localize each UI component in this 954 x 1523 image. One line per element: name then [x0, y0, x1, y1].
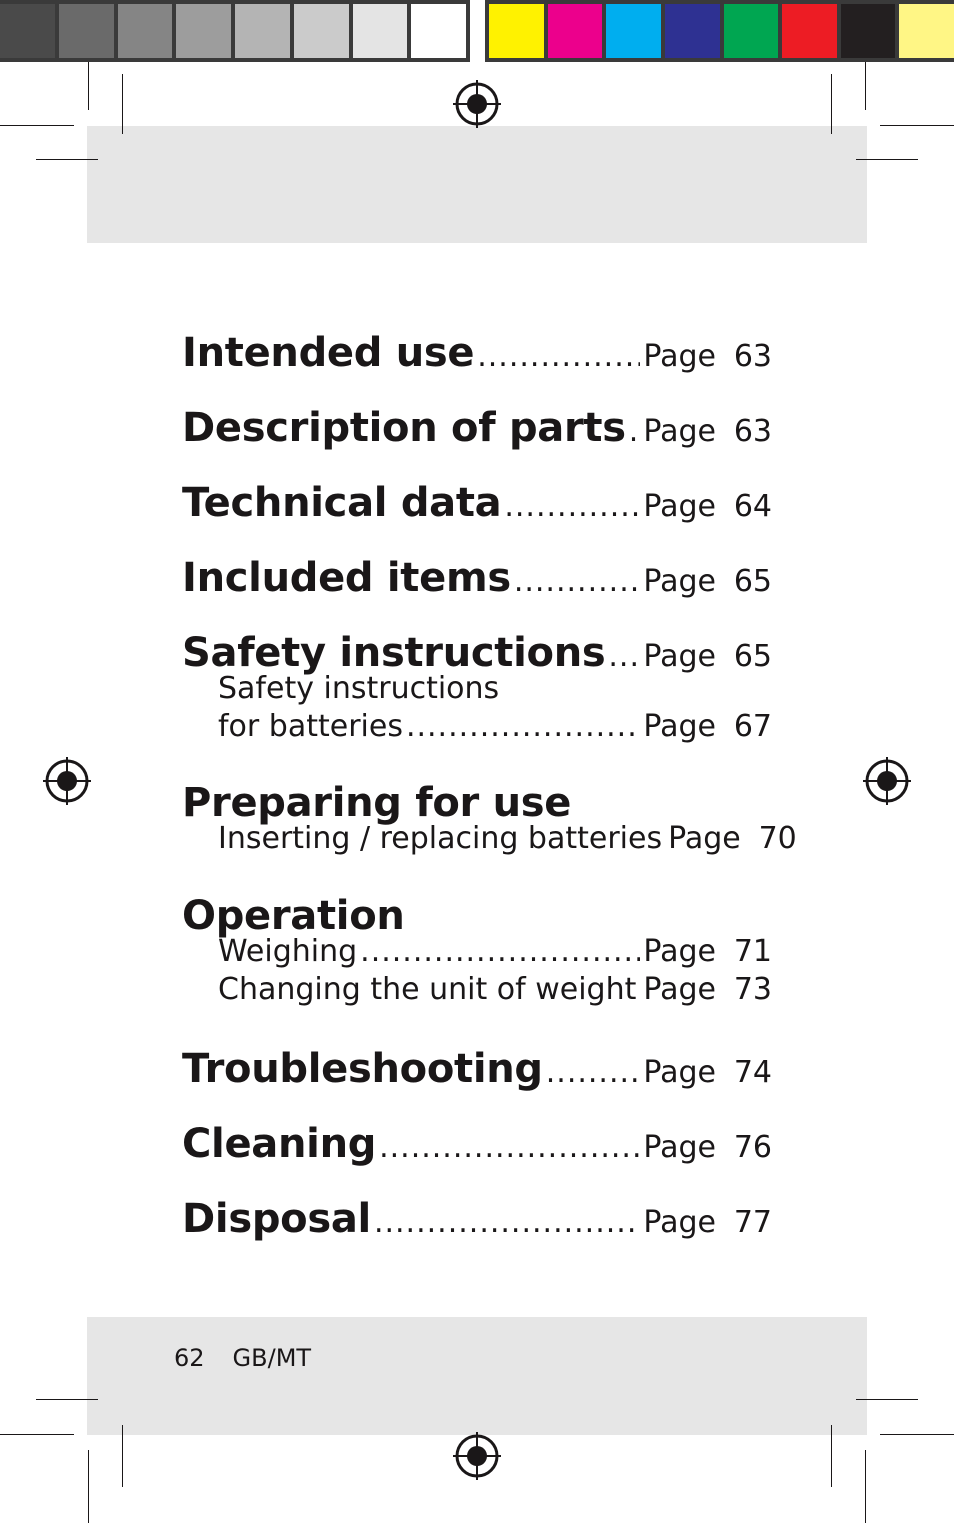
crop-mark	[880, 125, 954, 126]
toc-heading-operation[interactable]	[182, 893, 772, 939]
page-word: Page	[643, 564, 716, 599]
gray-swatch	[59, 4, 114, 58]
table-of-contents	[182, 330, 797, 1271]
page-word: Page	[643, 972, 716, 1007]
color-swatch	[489, 4, 544, 58]
leader-dots	[374, 1205, 640, 1240]
page-number: 65	[733, 564, 772, 599]
crop-mark	[122, 74, 123, 134]
leader-dots	[514, 564, 641, 599]
toc-entry-title: for batteries	[218, 709, 403, 744]
toc-entry-disposal[interactable]	[182, 1196, 772, 1271]
gray-swatch	[176, 4, 231, 58]
toc-entry-intended-use[interactable]	[182, 330, 772, 405]
gray-swatch	[294, 4, 349, 58]
page-word: Page	[643, 414, 716, 449]
crop-mark	[0, 1434, 74, 1435]
toc-heading-preparing-for-use[interactable]	[182, 780, 772, 826]
crop-mark	[831, 74, 832, 134]
toc-entry-title: Troubleshooting	[182, 1046, 543, 1092]
toc-entry-title: Intended use	[182, 330, 475, 376]
page-number: 76	[733, 1130, 772, 1165]
registration-mark-icon	[863, 757, 911, 805]
color-swatch	[782, 4, 837, 58]
registration-mark-icon	[453, 80, 501, 128]
crop-mark	[865, 62, 866, 110]
leader-dots	[504, 489, 640, 524]
crop-mark	[88, 62, 89, 110]
page-word: Page	[643, 1055, 716, 1090]
crop-mark	[880, 1434, 954, 1435]
leader-dots	[629, 414, 641, 449]
crop-mark	[856, 1399, 918, 1400]
gray-swatch	[235, 4, 290, 58]
page-number: 63	[733, 414, 772, 449]
page-word: Page	[643, 489, 716, 524]
toc-entry-title: Weighing	[218, 934, 358, 969]
page-number: 73	[733, 972, 772, 1007]
gray-swatch	[118, 4, 173, 58]
leader-dots	[639, 971, 640, 1009]
toc-subentry-changing-unit[interactable]	[182, 971, 772, 1009]
crop-mark	[856, 159, 918, 160]
page-number: 70	[758, 821, 797, 856]
crop-mark	[88, 1450, 89, 1523]
toc-entry-title: Technical data	[182, 480, 502, 526]
registration-mark-icon	[453, 1432, 501, 1480]
crop-mark	[0, 125, 74, 126]
grayscale-color-bar	[0, 0, 470, 62]
leader-dots	[608, 639, 640, 674]
page-word: Page	[643, 1130, 716, 1165]
page-word: Page	[643, 339, 716, 374]
toc-entry-description-of-parts[interactable]	[182, 405, 772, 480]
page-word: Page	[643, 1205, 716, 1240]
toc-entry-title: Preparing for use	[182, 780, 572, 826]
color-swatch	[548, 4, 603, 58]
toc-entry-included-items[interactable]	[182, 555, 772, 630]
toc-entry-title: Cleaning	[182, 1121, 377, 1167]
footer-page-number: 62	[174, 1344, 205, 1372]
page-footer	[174, 1344, 339, 1372]
color-swatch	[665, 4, 720, 58]
page-number: 71	[733, 934, 772, 969]
page-word: Page	[643, 709, 716, 744]
page-number: 65	[733, 639, 772, 674]
page-number: 64	[733, 489, 772, 524]
toc-entry-safety-instructions[interactable]	[182, 630, 772, 676]
page-number: 63	[733, 339, 772, 374]
leader-dots	[360, 933, 640, 971]
crop-mark	[831, 1425, 832, 1487]
color-swatch	[841, 4, 896, 58]
page-number: 67	[733, 709, 772, 744]
leader-dots	[379, 1130, 640, 1165]
color-swatch	[724, 4, 779, 58]
page-number: 74	[733, 1055, 772, 1090]
gray-swatch	[353, 4, 408, 58]
toc-entry-title: Description of parts	[182, 405, 626, 451]
crop-mark	[36, 1399, 98, 1400]
leader-dots	[477, 339, 640, 374]
footer-band	[87, 1317, 867, 1435]
page-word: Page	[643, 639, 716, 674]
color-swatch	[899, 4, 954, 58]
toc-entry-title: Inserting / replacing batteries	[218, 821, 663, 856]
process-color-bar	[485, 0, 954, 62]
toc-subentry-weighing[interactable]	[182, 933, 772, 971]
footer-locale: GB/MT	[232, 1344, 312, 1372]
toc-entry-title: Safety instructions	[182, 630, 606, 676]
toc-entry-title: Operation	[182, 893, 405, 939]
crop-mark	[865, 1450, 866, 1523]
gray-swatch	[0, 4, 55, 58]
leader-dots	[546, 1055, 641, 1090]
registration-mark-icon	[43, 757, 91, 805]
page-word: Page	[668, 821, 741, 856]
crop-mark	[122, 1425, 123, 1487]
toc-entry-cleaning[interactable]	[182, 1121, 772, 1196]
toc-entry-technical-data[interactable]	[182, 480, 772, 555]
toc-entry-title: Disposal	[182, 1196, 371, 1242]
toc-subentry-safety-batteries[interactable]	[182, 708, 772, 746]
gray-swatch	[411, 4, 466, 58]
toc-entry-title: Changing the unit of weight	[218, 972, 637, 1007]
page-number: 77	[733, 1205, 772, 1240]
header-band	[87, 126, 867, 243]
toc-entry-title: Included items	[182, 555, 511, 601]
toc-entry-troubleshooting[interactable]	[182, 1046, 772, 1121]
toc-subentry-inserting-batteries[interactable]	[182, 820, 797, 858]
crop-mark	[36, 159, 98, 160]
toc-subentry-safety-batteries-line1[interactable]: Safety instructions	[218, 671, 500, 706]
page-word: Page	[643, 934, 716, 969]
leader-dots	[406, 708, 640, 746]
color-swatch	[606, 4, 661, 58]
